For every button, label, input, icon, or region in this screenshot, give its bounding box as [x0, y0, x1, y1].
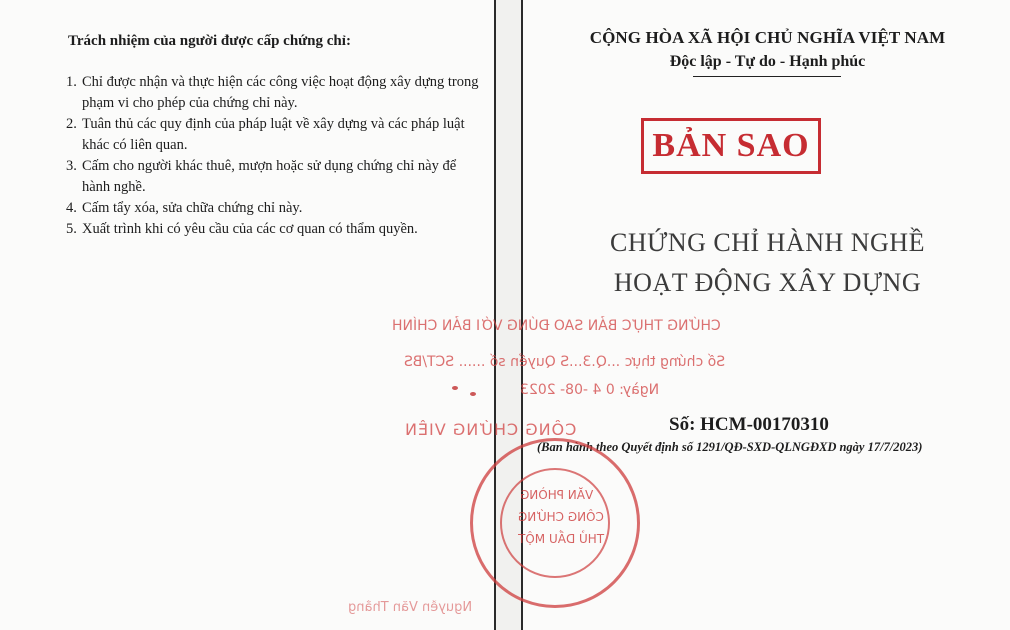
list-item-number: 5. — [66, 221, 77, 237]
stamp-ink-dot — [452, 386, 458, 390]
list-item-number: 4. — [66, 200, 77, 216]
list-item — [66, 198, 481, 219]
stamp-line-notary: CÔNG CHỨNG VIÊN — [404, 420, 577, 439]
seal-text-place: THỦ DẦU MỘT — [518, 532, 605, 546]
stamp-line-number: Số chứng thực ...Q.3...S Quyển số ...... SCT/BS — [404, 354, 726, 370]
responsibilities-list — [66, 72, 481, 240]
certificate-number: Số: HCM-00170310 — [669, 414, 829, 435]
list-item-text: Cấm tẩy xóa, sửa chữa chứng chỉ này. — [82, 200, 303, 216]
list-item — [66, 114, 481, 156]
notary-signature: Nguyễn Văn Thắng — [348, 600, 473, 615]
list-item — [66, 156, 481, 198]
list-item — [66, 72, 481, 114]
seal-text-notary: CÔNG CHỨNG — [518, 510, 604, 524]
issuance-note: (Ban hành theo Quyết định số 1291/QĐ-SXD-QLNGĐXD ngày 17/7/2023) — [537, 440, 923, 454]
left-page — [0, 0, 496, 630]
national-motto: Độc lập - Tự do - Hạnh phúc — [669, 53, 866, 70]
list-item-number: 2. — [66, 116, 77, 132]
seal-text-office: VĂN PHÒNG — [520, 488, 594, 502]
list-item-text: Cấm cho người khác thuê, mượn hoặc sử dụng chứng chỉ này để hành nghề. — [82, 158, 457, 195]
responsibilities-title: Trách nhiệm của người được cấp chứng chỉ: — [68, 33, 351, 49]
list-item — [66, 219, 481, 240]
stamp-line-date: Ngày: 0 4 -08- 2023 — [520, 382, 660, 398]
list-item-text: Tuân thủ các quy định của pháp luật về xây dựng và các pháp luật khác có liên quan. — [82, 116, 465, 153]
list-item-number: 3. — [66, 158, 77, 174]
national-title: CỘNG HÒA XÃ HỘI CHỦ NGHĨA VIỆT NAM — [589, 28, 946, 47]
certificate-title-line2: HOẠT ĐỘNG XÂY DỰNG — [613, 268, 922, 297]
stamp-line-certification: CHỨNG THỰC BẢN SAO ĐÚNG VỚI BẢN CHÍNH — [392, 318, 721, 334]
list-item-number: 1. — [66, 74, 77, 90]
list-item-text: Xuất trình khi có yêu cầu của các cơ quan có thẩm quyền. — [82, 221, 418, 237]
stamp-ink-dot — [470, 392, 476, 396]
copy-stamp: BẢN SAO — [641, 118, 821, 174]
motto-underline — [693, 76, 841, 77]
list-item-text: Chỉ được nhận và thực hiện các công việc hoạt động xây dựng trong phạm vi cho phép của chứng chỉ này. — [82, 74, 479, 111]
certificate-title-line1: CHỨNG CHỈ HÀNH NGHỀ — [610, 228, 925, 257]
